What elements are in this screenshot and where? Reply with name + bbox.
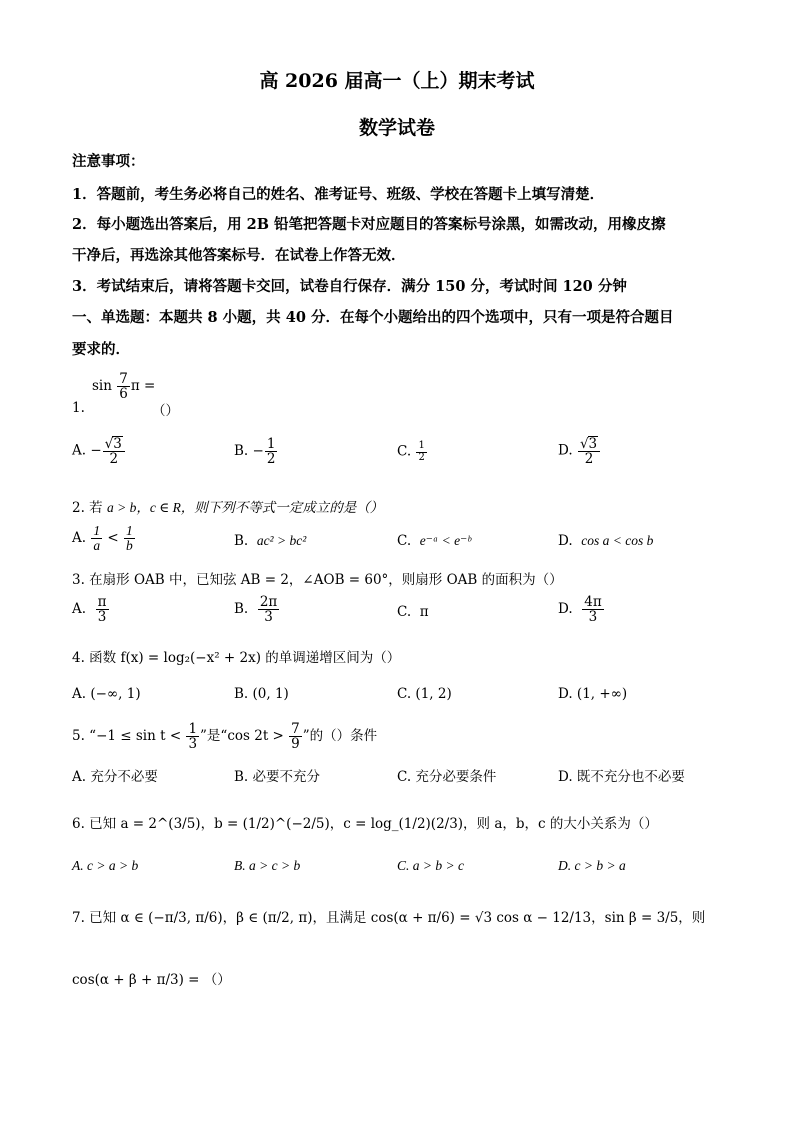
- q1-c-label: C.: [397, 443, 412, 460]
- q3-a-num: π: [97, 594, 107, 610]
- q3-a-label: A.: [72, 601, 87, 618]
- q1-option-d: D. $\frac{√3}{2}$: [558, 436, 601, 466]
- page-subtitle: 数学试卷: [358, 117, 435, 139]
- q2-b-text: ac² > bc²: [256, 533, 307, 548]
- q1-a-minus: −: [90, 442, 102, 459]
- q7-stem-line-1: 7. 已知 α ∈ (−π/3, π/6)，β ∈ (π/2, π)，且满足 cos(α + π/6) = √3 cos α − 12/13，sin β = 3/5，则: [72, 910, 706, 926]
- q1-d-label: D.: [558, 442, 573, 459]
- q1-option-b: [234, 437, 278, 466]
- q3-b-den: 3: [264, 609, 273, 626]
- q1-a-den: 2: [109, 451, 119, 468]
- q2-option-a: A. $\frac{1}{a}$ < $\frac{1}{b}$: [72, 523, 133, 554]
- q5-option-b: B. 必要不充分: [234, 769, 321, 785]
- q6-option-b: B. a > c > b: [234, 858, 301, 873]
- note-line-1: 1．答题前，考生务必将自己的姓名、准考证号、班级、学校在答题卡上填写清楚．: [72, 186, 605, 203]
- q1-b-den: 2: [266, 451, 276, 468]
- q1-sin: sin: [92, 378, 112, 395]
- q2-c-text: e⁻ᵃ < e⁻ᵇ: [419, 533, 471, 548]
- q1-b-num: 1: [266, 436, 276, 452]
- q1-d-den: 2: [584, 451, 594, 468]
- q2-cond: a > b，c ∈ R，则下列不等式一定成立的是（）: [106, 500, 384, 515]
- q5-option-c: C. 充分必要条件: [397, 769, 497, 785]
- q5-frac1-den: 3: [188, 736, 198, 753]
- note-line-3: 干净后，再选涂其他答案标号．在试卷上作答无效．: [72, 247, 406, 264]
- q3-stem: 3. 在扇形 OAB 中，已知弦 AB = 2，∠AOB = 60°，则扇形 OAB 的面积为（）: [72, 572, 563, 588]
- q2-d-label: D.: [558, 533, 573, 549]
- q6-stem: 6. 已知 a = 2^(3/5)，b = (1/2)^(−2/5)，c = log_(1/2)(2/3)，则 a，b，c 的大小关系为（）: [72, 816, 658, 832]
- q6-option-a: A. c > a > b: [72, 858, 139, 873]
- q4-option-a: A. (−∞, 1): [72, 686, 141, 702]
- q3-b-num: 2π: [259, 594, 278, 610]
- q5-stem: [72, 722, 377, 751]
- q2-option-c: [397, 533, 471, 549]
- q1-stem: [92, 372, 155, 401]
- q1-c-den: 2: [418, 451, 425, 463]
- q2-c-label: C.: [397, 533, 412, 549]
- q3-d-label: D.: [558, 601, 573, 618]
- q1-c-num: 1: [418, 440, 425, 451]
- q1-b-minus: −: [252, 443, 264, 460]
- q7-stem-line-2: cos(α + β + π/3) = （）: [72, 972, 231, 988]
- q3-b-label: B.: [234, 601, 249, 618]
- q1-d-root: 3: [588, 436, 598, 452]
- q1-a-root: 3: [113, 436, 122, 452]
- q5-option-d: D. 既不充分也不必要: [558, 769, 685, 785]
- q3-option-a: [72, 595, 110, 624]
- q6-option-d: D. c > b > a: [558, 858, 626, 873]
- q5-pre: 5. “−1 ≤ sin t <: [72, 728, 182, 745]
- note-line-2: 2．每小题选出答案后，用 2B 铅笔把答题卡对应题目的答案标号涂黑，如需改动，用橡皮擦: [72, 216, 666, 233]
- q1-frac-num: 7: [119, 371, 128, 387]
- q1-option-c: [397, 441, 428, 463]
- q6-option-c: C. a > b > c: [397, 858, 464, 873]
- q5-option-a: A. 充分不必要: [72, 769, 158, 785]
- q4-option-b: B. (0, 1): [234, 686, 289, 702]
- q2-text: 2. 若: [72, 500, 103, 516]
- q4-option-c: C. (1, 2): [397, 686, 452, 702]
- q2-d-text: cos a < cos b: [581, 533, 654, 548]
- q1-a-label: A.: [72, 442, 87, 459]
- q4-stem: 4. 函数 f(x) = log₂(−x² + 2x) 的单调递增区间为（）: [72, 650, 401, 666]
- page-title: 高 2026 届高一（上）期末考试: [259, 70, 535, 92]
- q5-post: ”的（）条件: [302, 728, 378, 745]
- q1-frac-den: 6: [119, 386, 128, 403]
- section-heading-line-1: 一、单选题：本题共 8 小题，共 40 分．在每个小题给出的四个选项中，只有一项是符合题目: [72, 309, 674, 326]
- q3-option-c: [397, 604, 429, 620]
- q3-c-label: C.: [397, 604, 412, 620]
- q3-d-den: 3: [588, 609, 598, 626]
- q3-option-b: [234, 595, 280, 624]
- q2-a-label: A.: [72, 530, 87, 547]
- q1-pi: π =: [130, 378, 156, 395]
- q4-option-d: D. (1, +∞): [558, 686, 628, 702]
- q1-paren: （）: [152, 403, 179, 419]
- q1-option-a: A. − $\frac{√3}{2}$: [72, 436, 126, 466]
- q5-frac2-den: 9: [291, 736, 300, 753]
- q2-b-label: B.: [234, 533, 249, 549]
- q5-frac1-num: 1: [188, 721, 198, 737]
- q2-stem: [72, 496, 383, 516]
- q3-a-den: 3: [97, 609, 107, 626]
- q3-c-text: π: [419, 604, 429, 620]
- q3-option-d: [558, 595, 605, 624]
- q3-d-num: 4π: [584, 594, 602, 610]
- q5-frac2-num: 7: [291, 721, 300, 737]
- section-heading-line-2: 要求的．: [72, 341, 130, 358]
- q2-option-b: [234, 533, 306, 549]
- q1-number: 1.: [72, 400, 85, 416]
- note-line-4: 3．考试结束后，请将答题卡交回，试卷自行保存．满分 150 分，考试时间 120 分钟: [72, 278, 627, 295]
- q1-b-label: B.: [234, 443, 249, 460]
- q2-option-d: [558, 533, 653, 549]
- q5-mid: ”是“cos 2t >: [200, 728, 284, 745]
- notes-heading: 注意事项：: [72, 153, 145, 170]
